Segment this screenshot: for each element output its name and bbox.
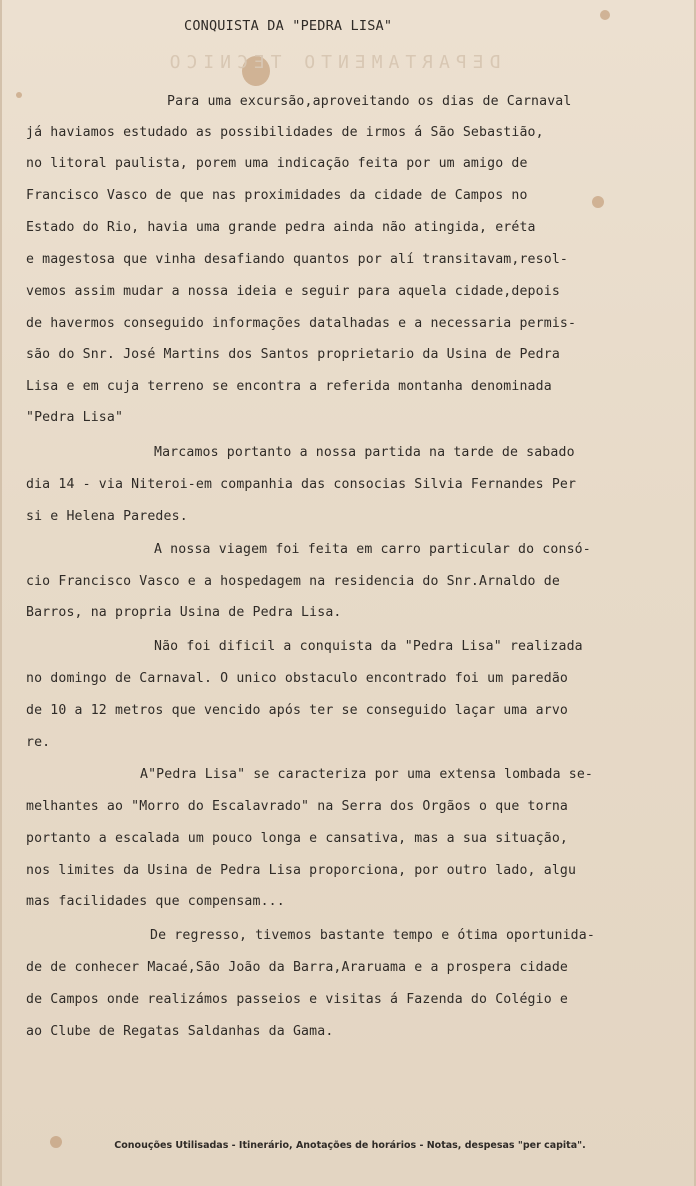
watermark-text: DEPARTAMENTO TECNICO <box>163 52 501 73</box>
text-line: Marcamos portanto a nossa partida na tarde de sabado <box>154 445 575 460</box>
text-line: de 10 a 12 metros que vencido após ter se conseguido laçar uma arvo <box>26 703 568 718</box>
text-line: "Pedra Lisa" <box>26 410 124 425</box>
text-line: si e Helena Paredes. <box>26 509 188 524</box>
text-line: Para uma excursão,aproveitando os dias de Carnaval <box>167 94 572 109</box>
text-line: Francisco Vasco de que nas proximidades da cidade de Campos no <box>26 188 528 203</box>
text-line: De regresso, tivemos bastante tempo e ótima oportunida- <box>150 928 595 943</box>
text-line: ao Clube de Regatas Saldanhas da Gama. <box>26 1024 334 1039</box>
footer-caption: Conouções Utilisadas - Itinerário, Anotações de horários - Notas, despesas "per capita". <box>114 1140 586 1151</box>
text-line: A nossa viagem foi feita em carro particular do consó- <box>154 542 591 557</box>
text-line: mas facilidades que compensam... <box>26 894 285 909</box>
text-line: são do Snr. José Martins dos Santos proprietario da Usina de Pedra <box>26 347 560 362</box>
text-line: e magestosa que vinha desafiando quantos por alí transitavam,resol- <box>26 252 568 267</box>
text-line: nos limites da Usina de Pedra Lisa proporciona, por outro lado, algu <box>26 863 577 878</box>
text-line: de de conhecer Macaé,São João da Barra,Araruama e a prospera cidade <box>26 960 568 975</box>
text-line: já haviamos estudado as possibilidades de irmos á São Sebastião, <box>26 125 544 140</box>
text-line: portanto a escalada um pouco longa e cansativa, mas a sua situação, <box>26 831 568 846</box>
text-line: no litoral paulista, porem uma indicação feita por um amigo de <box>26 156 528 171</box>
text-line: de Campos onde realizámos passeios e visitas á Fazenda do Colégio e <box>26 992 568 1007</box>
text-line: melhantes ao "Morro do Escalavrado" na Serra dos Orgãos o que torna <box>26 799 568 814</box>
text-line: no domingo de Carnaval. O unico obstaculo encontrado foi um paredão <box>26 671 568 686</box>
text-line: Estado do Rio, havia uma grande pedra ainda não atingida, eréta <box>26 220 536 235</box>
stain-mark <box>592 196 604 208</box>
text-line: Não foi dificil a conquista da "Pedra Lisa" realizada <box>154 639 583 654</box>
text-line: Barros, na propria Usina de Pedra Lisa. <box>26 605 342 620</box>
text-line: Lisa e em cuja terreno se encontra a referida montanha denominada <box>26 379 552 394</box>
stain-mark <box>16 92 22 98</box>
stain-mark <box>600 10 610 20</box>
text-line: vemos assim mudar a nossa ideia e seguir para aquela cidade,depois <box>26 284 560 299</box>
text-line: dia 14 - via Niteroi-em companhia das consocias Silvia Fernandes Per <box>26 477 577 492</box>
text-line: de havermos conseguido informações datalhadas e a necessaria permis- <box>26 316 577 331</box>
text-line: cio Francisco Vasco e a hospedagem na residencia do Snr.Arnaldo de <box>26 574 560 589</box>
text-line: re. <box>26 735 51 750</box>
text-line: A"Pedra Lisa" se caracteriza por uma extensa lombada se- <box>140 767 594 782</box>
document-title: CONQUISTA DA "PEDRA LISA" <box>184 18 393 34</box>
